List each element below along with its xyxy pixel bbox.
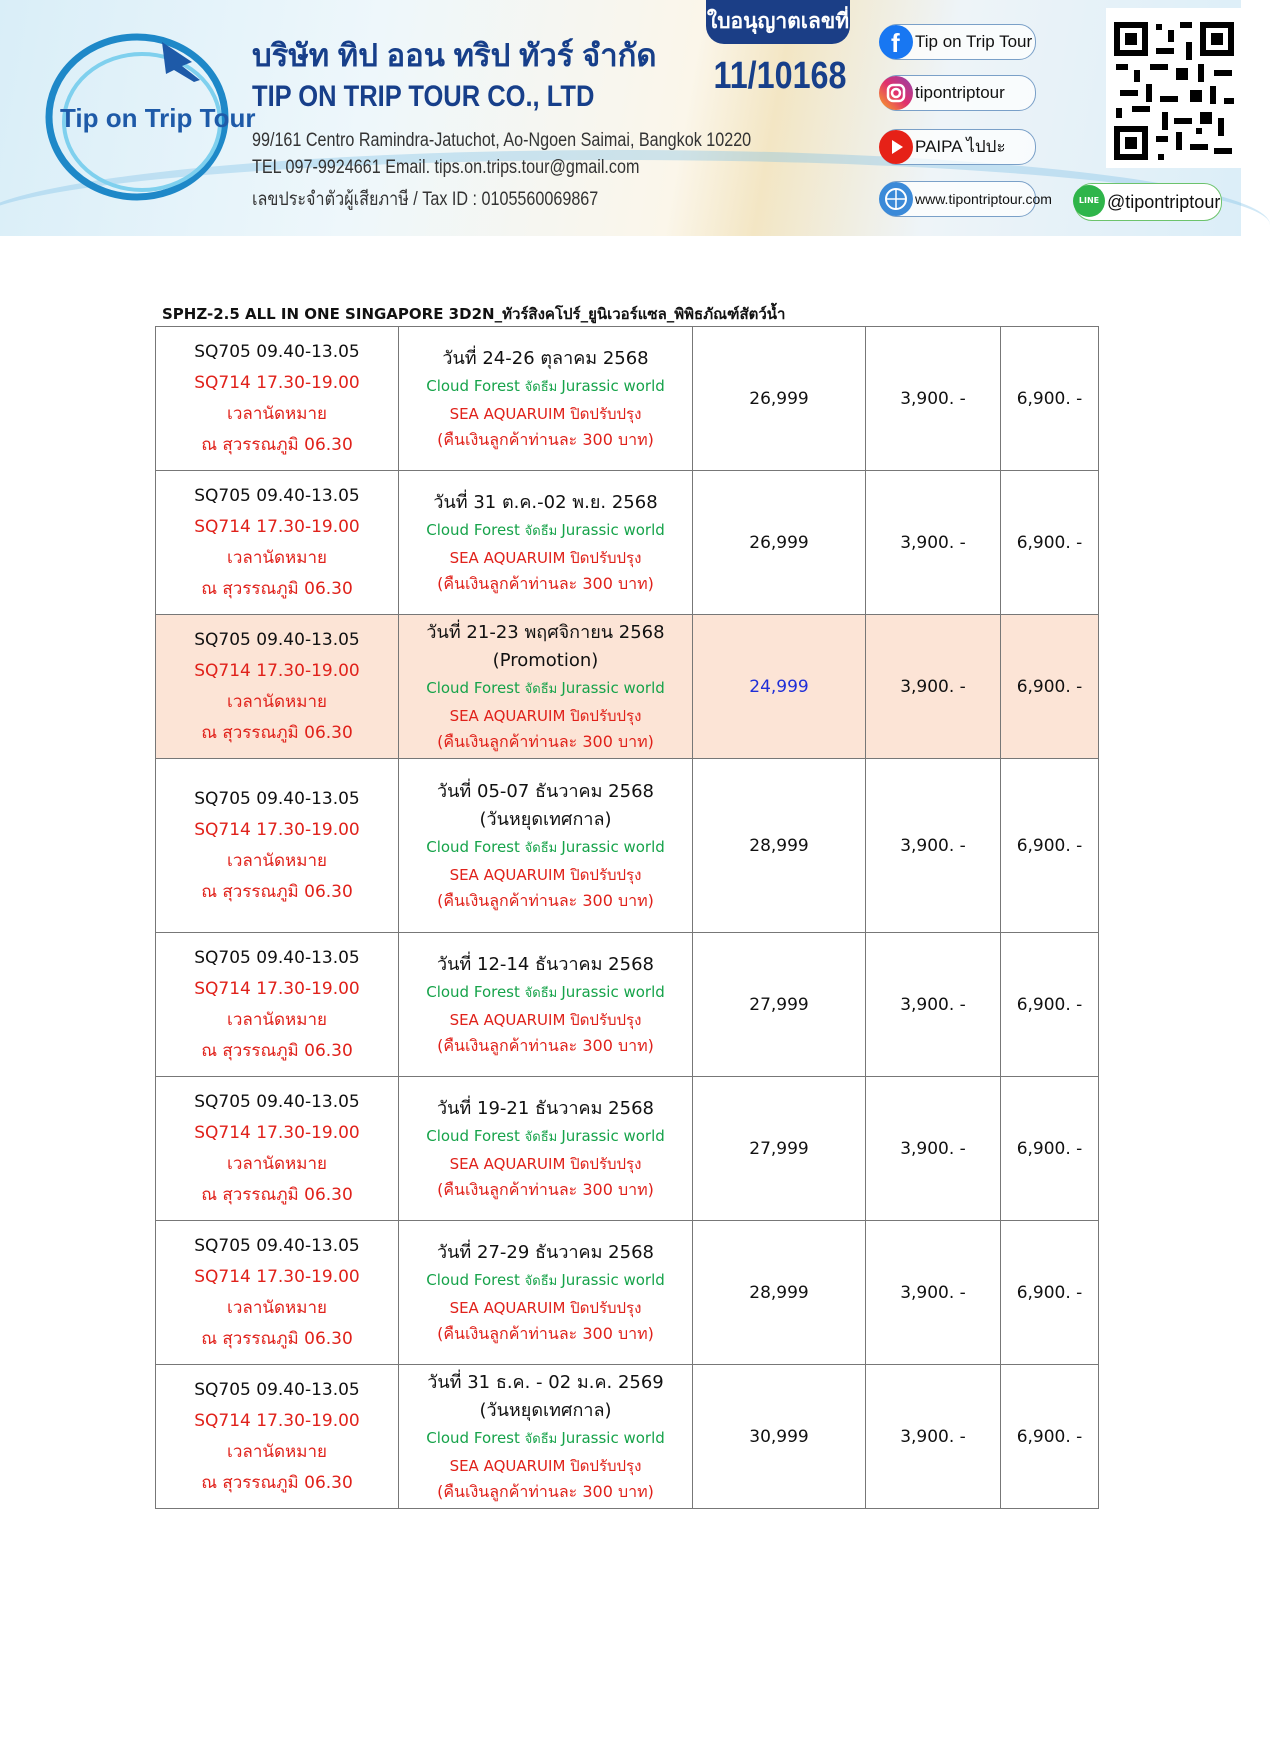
price-column-2: 3,900. - xyxy=(866,327,1001,471)
date-cell xyxy=(399,759,693,933)
cloud-forest-label: Cloud Forest xyxy=(426,982,525,1001)
date-tag: (Promotion) xyxy=(492,649,599,671)
theme-label: จัดธีม xyxy=(524,1129,562,1145)
tour-price: 26,999 xyxy=(693,327,866,471)
travel-date: วันที่ 31 ธ.ค. - 02 ม.ค. 2569 xyxy=(427,1371,664,1393)
jurassic-label: Jurassic world xyxy=(561,376,665,395)
tour-price: 27,999 xyxy=(693,933,866,1077)
return-flight: SQ714 17.30-19.00 xyxy=(194,978,360,999)
flight-cell xyxy=(156,933,399,1077)
return-flight: SQ714 17.30-19.00 xyxy=(194,660,360,681)
meeting-label: เวลานัดหมาย xyxy=(227,850,327,871)
logo-text: Tip on Trip Tour xyxy=(60,103,256,133)
outbound-flight: SQ705 09.40-13.05 xyxy=(194,485,360,506)
sea-aquarium-note: SEA AQUARUIM ปิดปรับปรุง xyxy=(449,1154,642,1173)
website-label: www.tipontriptour.com xyxy=(915,191,1052,207)
line-link[interactable] xyxy=(1074,183,1222,221)
flight-cell xyxy=(156,1077,399,1221)
cloud-forest-note xyxy=(399,373,692,401)
theme-label: จัดธีม xyxy=(524,681,562,697)
license-label: ใบอนุญาตเลขที่ xyxy=(706,0,850,44)
outbound-flight: SQ705 09.40-13.05 xyxy=(194,788,360,809)
meeting-label: เวลานัดหมาย xyxy=(227,1297,327,1318)
facebook-label: Tip on Trip Tour xyxy=(915,32,1033,51)
travel-date: วันที่ 12-14 ธันวาคม 2568 xyxy=(437,953,654,975)
license-number: 11/10168 xyxy=(713,55,847,97)
svg-text:f: f xyxy=(891,28,900,58)
price-column-2: 3,900. - xyxy=(866,1221,1001,1365)
instagram-icon xyxy=(879,76,913,110)
travel-date: วันที่ 19-21 ธันวาคม 2568 xyxy=(437,1097,654,1119)
sea-aquarium-note: SEA AQUARUIM ปิดปรับปรุง xyxy=(449,1010,642,1029)
company-address: 99/161 Centro Ramindra-Jatuchot, Ao-Ngoen Saimai, Bangkok 10220 xyxy=(252,130,752,151)
sea-aquarium-note: SEA AQUARUIM ปิดปรับปรุง xyxy=(449,706,642,725)
price-column-2: 3,900. - xyxy=(866,615,1001,759)
sea-aquarium-note: SEA AQUARUIM ปิดปรับปรุง xyxy=(449,865,642,884)
flight-cell xyxy=(156,327,399,471)
cloud-forest-note xyxy=(399,1425,692,1453)
price-column-3: 6,900. - xyxy=(1001,1221,1099,1365)
meeting-place: ณ สุวรรณภูมิ 06.30 xyxy=(201,1184,353,1205)
flight-cell xyxy=(156,759,399,933)
date-tag: (วันหยุดเทศกาล) xyxy=(479,1399,612,1421)
cloud-forest-label: Cloud Forest xyxy=(426,678,525,697)
return-flight: SQ714 17.30-19.00 xyxy=(194,1266,360,1287)
theme-label: จัดธีม xyxy=(524,1273,562,1289)
return-flight: SQ714 17.30-19.00 xyxy=(194,1122,360,1143)
table-row xyxy=(156,759,1099,933)
return-flight: SQ714 17.30-19.00 xyxy=(194,1410,360,1431)
date-cell xyxy=(399,327,693,471)
table-row xyxy=(156,933,1099,1077)
website-link[interactable] xyxy=(880,181,1052,217)
meeting-place: ณ สุวรรณภูมิ 06.30 xyxy=(201,1040,353,1061)
cloud-forest-note xyxy=(399,1267,692,1295)
outbound-flight: SQ705 09.40-13.05 xyxy=(194,947,360,968)
company-contact: TEL 097-9924661 Email. tips.on.trips.tour@gmail.com xyxy=(252,157,640,178)
meeting-label: เวลานัดหมาย xyxy=(227,1009,327,1030)
sea-aquarium-note: SEA AQUARUIM ปิดปรับปรุง xyxy=(449,1298,642,1317)
table-row xyxy=(156,1365,1099,1509)
outbound-flight: SQ705 09.40-13.05 xyxy=(194,1379,360,1400)
instagram-label: tipontriptour xyxy=(915,83,1005,102)
company-logo xyxy=(42,22,256,202)
meeting-place: ณ สุวรรณภูมิ 06.30 xyxy=(201,578,353,599)
company-name-th: บริษัท ทิป ออน ทริป ทัวร์ จำกัด xyxy=(252,38,657,73)
theme-label: จัดธีม xyxy=(524,523,562,539)
line-label: @tipontriptour xyxy=(1107,192,1221,212)
cloud-forest-label: Cloud Forest xyxy=(426,1428,525,1447)
price-column-3: 6,900. - xyxy=(1001,759,1099,933)
refund-note: (คืนเงินลูกค้าท่านละ 300 บาท) xyxy=(437,573,654,593)
price-column-2: 3,900. - xyxy=(866,471,1001,615)
price-column-3: 6,900. - xyxy=(1001,933,1099,1077)
tour-price: 28,999 xyxy=(693,1221,866,1365)
travel-date: วันที่ 31 ต.ค.-02 พ.ย. 2568 xyxy=(433,491,658,513)
date-cell xyxy=(399,615,693,759)
sea-aquarium-note: SEA AQUARUIM ปิดปรับปรุง xyxy=(449,1456,642,1475)
price-column-3: 6,900. - xyxy=(1001,1365,1099,1509)
jurassic-label: Jurassic world xyxy=(561,520,665,539)
price-column-2: 3,900. - xyxy=(866,1365,1001,1509)
qr-code xyxy=(1106,8,1242,168)
sea-aquarium-note: SEA AQUARUIM ปิดปรับปรุง xyxy=(449,404,642,423)
meeting-place: ณ สุวรรณภูมิ 06.30 xyxy=(201,1472,353,1493)
travel-date: วันที่ 24-26 ตุลาคม 2568 xyxy=(442,347,649,369)
tour-price: 27,999 xyxy=(693,1077,866,1221)
travel-date: วันที่ 05-07 ธันวาคม 2568 xyxy=(437,780,654,802)
date-cell xyxy=(399,471,693,615)
meeting-place: ณ สุวรรณภูมิ 06.30 xyxy=(201,881,353,902)
cloud-forest-note xyxy=(399,1123,692,1151)
company-name-en: TIP ON TRIP TOUR CO., LTD xyxy=(252,80,595,113)
cloud-forest-label: Cloud Forest xyxy=(426,1126,525,1145)
refund-note: (คืนเงินลูกค้าท่านละ 300 บาท) xyxy=(437,429,654,449)
travel-date: วันที่ 27-29 ธันวาคม 2568 xyxy=(437,1241,654,1263)
cloud-forest-label: Cloud Forest xyxy=(426,1270,525,1289)
facebook-icon xyxy=(879,25,913,59)
cloud-forest-label: Cloud Forest xyxy=(426,837,525,856)
company-tax-id: เลขประจำตัวผู้เสียภาษี / Tax ID : 0105560069867 xyxy=(252,189,599,210)
table-row xyxy=(156,471,1099,615)
tour-schedule-table xyxy=(155,326,1099,1509)
tour-title: SPHZ-2.5 ALL IN ONE SINGAPORE 3D2N_ทัวร์สิงคโปร์_ยูนิเวอร์แซล_พิพิธภัณฑ์สัตว์น้ำ xyxy=(162,305,786,323)
refund-note: (คืนเงินลูกค้าท่านละ 300 บาท) xyxy=(437,731,654,751)
outbound-flight: SQ705 09.40-13.05 xyxy=(194,1091,360,1112)
cloud-forest-note xyxy=(399,834,692,862)
tour-price: 28,999 xyxy=(693,759,866,933)
price-column-3: 6,900. - xyxy=(1001,471,1099,615)
tour-price: 24,999 xyxy=(693,615,866,759)
table-row xyxy=(156,1221,1099,1365)
meeting-label: เวลานัดหมาย xyxy=(227,1441,327,1462)
tour-price: 26,999 xyxy=(693,471,866,615)
theme-label: จัดธีม xyxy=(524,840,562,856)
price-column-3: 6,900. - xyxy=(1001,1077,1099,1221)
instagram-link[interactable] xyxy=(880,75,1036,111)
outbound-flight: SQ705 09.40-13.05 xyxy=(194,341,360,362)
refund-note: (คืนเงินลูกค้าท่านละ 300 บาท) xyxy=(437,1035,654,1055)
price-column-2: 3,900. - xyxy=(866,933,1001,1077)
meeting-label: เวลานัดหมาย xyxy=(227,547,327,568)
youtube-label: PAIPA ไปปะ xyxy=(915,137,1006,156)
date-tag: (วันหยุดเทศกาล) xyxy=(479,808,612,830)
cloud-forest-note xyxy=(399,517,692,545)
meeting-place: ณ สุวรรณภูมิ 06.30 xyxy=(201,1328,353,1349)
flight-cell xyxy=(156,1221,399,1365)
flight-cell xyxy=(156,1365,399,1509)
theme-label: จัดธีม xyxy=(524,1431,562,1447)
letterhead xyxy=(0,0,1241,236)
jurassic-label: Jurassic world xyxy=(561,982,665,1001)
price-column-3: 6,900. - xyxy=(1001,615,1099,759)
facebook-link[interactable] xyxy=(880,24,1036,60)
flight-cell xyxy=(156,615,399,759)
cloud-forest-label: Cloud Forest xyxy=(426,520,525,539)
theme-label: จัดธีม xyxy=(524,985,562,1001)
refund-note: (คืนเงินลูกค้าท่านละ 300 บาท) xyxy=(437,1481,654,1501)
meeting-label: เวลานัดหมาย xyxy=(227,1153,327,1174)
outbound-flight: SQ705 09.40-13.05 xyxy=(194,1235,360,1256)
youtube-link[interactable] xyxy=(880,129,1036,165)
cloud-forest-note xyxy=(399,675,692,703)
table-row xyxy=(156,615,1099,759)
youtube-icon xyxy=(879,130,913,164)
theme-label: จัดธีม xyxy=(524,379,562,395)
tour-price: 30,999 xyxy=(693,1365,866,1509)
price-column-3: 6,900. - xyxy=(1001,327,1099,471)
price-column-2: 3,900. - xyxy=(866,1077,1001,1221)
sea-aquarium-note: SEA AQUARUIM ปิดปรับปรุง xyxy=(449,548,642,567)
outbound-flight: SQ705 09.40-13.05 xyxy=(194,629,360,650)
jurassic-label: Jurassic world xyxy=(561,1270,665,1289)
refund-note: (คืนเงินลูกค้าท่านละ 300 บาท) xyxy=(437,1179,654,1199)
date-cell xyxy=(399,1221,693,1365)
refund-note: (คืนเงินลูกค้าท่านละ 300 บาท) xyxy=(437,1323,654,1343)
return-flight: SQ714 17.30-19.00 xyxy=(194,372,360,393)
meeting-label: เวลานัดหมาย xyxy=(227,403,327,424)
date-cell xyxy=(399,933,693,1077)
date-cell xyxy=(399,1077,693,1221)
globe-icon xyxy=(879,182,913,216)
jurassic-label: Jurassic world xyxy=(561,678,665,697)
return-flight: SQ714 17.30-19.00 xyxy=(194,819,360,840)
line-icon: LINE xyxy=(1073,185,1105,217)
table-row xyxy=(156,1077,1099,1221)
jurassic-label: Jurassic world xyxy=(561,1126,665,1145)
meeting-place: ณ สุวรรณภูมิ 06.30 xyxy=(201,434,353,455)
meeting-place: ณ สุวรรณภูมิ 06.30 xyxy=(201,722,353,743)
travel-date: วันที่ 21-23 พฤศจิกายน 2568 xyxy=(426,621,665,643)
date-cell xyxy=(399,1365,693,1509)
jurassic-label: Jurassic world xyxy=(561,1428,665,1447)
return-flight: SQ714 17.30-19.00 xyxy=(194,516,360,537)
jurassic-label: Jurassic world xyxy=(561,837,665,856)
table-row xyxy=(156,327,1099,471)
refund-note: (คืนเงินลูกค้าท่านละ 300 บาท) xyxy=(437,890,654,910)
flight-cell xyxy=(156,471,399,615)
cloud-forest-label: Cloud Forest xyxy=(426,376,525,395)
cloud-forest-note xyxy=(399,979,692,1007)
price-column-2: 3,900. - xyxy=(866,759,1001,933)
meeting-label: เวลานัดหมาย xyxy=(227,691,327,712)
